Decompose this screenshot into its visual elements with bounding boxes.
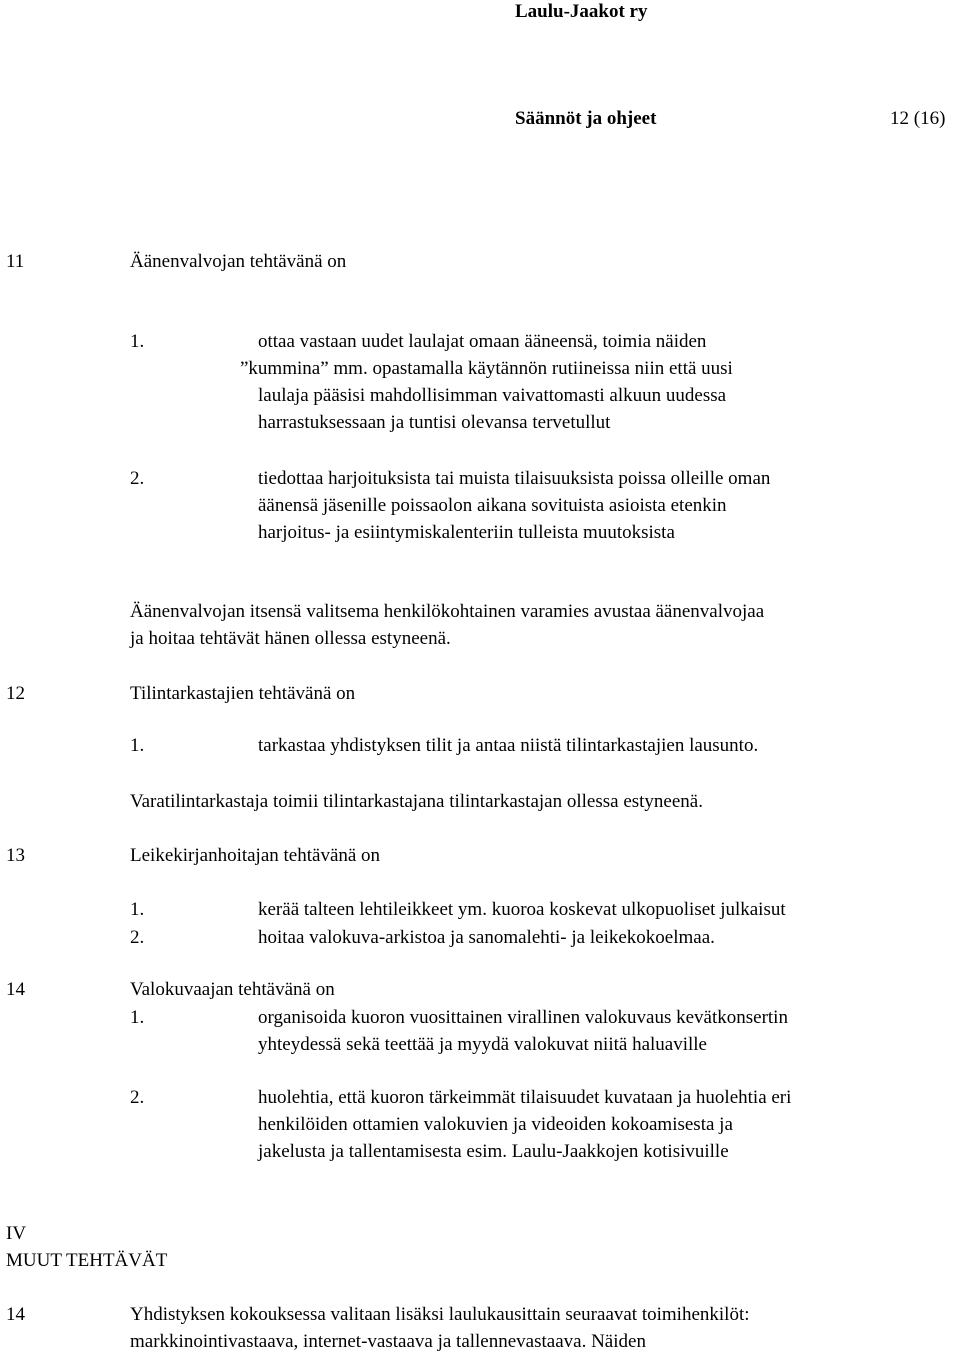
section-14-item-1-number: 1.: [130, 1007, 145, 1028]
section-11-item-2-number: 2.: [130, 468, 145, 489]
part-section-number: 14: [6, 1304, 25, 1325]
section-12-note: Varatilintarkastaja toimii tilintarkastajana tilintarkastajan ollessa estyneenä.: [130, 791, 703, 812]
section-13-item-2-number: 2.: [130, 927, 145, 948]
section-14-title: Valokuvaajan tehtävänä on: [130, 979, 335, 1000]
section-13-item-1-text: kerää talteen lehtileikkeet ym. kuoroa koskevat ulkopuoliset julkaisut: [258, 899, 786, 920]
section-14-item-2-text: [258, 1084, 791, 1165]
section-14-item-2-number: 2.: [130, 1087, 145, 1108]
text-line: harrastuksessaan ja tuntisi olevansa tervetullut: [258, 412, 611, 433]
text-line: ottaa vastaan uudet laulajat omaan ääneensä, toimia näiden: [258, 331, 707, 352]
text-line: markkinointivastaava, internet-vastaava ja tallennevastaava. Näiden: [130, 1331, 646, 1352]
part-roman-numeral: IV: [6, 1223, 27, 1244]
text-line: tiedottaa harjoituksista tai muista tilaisuuksista poissa olleille oman: [258, 468, 771, 489]
section-12-title: Tilintarkastajien tehtävänä on: [130, 683, 356, 704]
text-line: jakelusta ja tallentamisesta esim. Laulu-Jaakkojen kotisivuille: [258, 1141, 729, 1162]
part-section-text: [130, 1301, 750, 1355]
section-11-title: Äänenvalvojan tehtävänä on: [130, 251, 347, 272]
page-number: 12 (16): [890, 108, 946, 129]
text-line: äänensä jäsenille poissaolon aikana sovituista asioista etenkin: [258, 495, 727, 516]
section-11-note: [130, 598, 764, 652]
section-11-number: 11: [6, 251, 25, 272]
text-line: laulaja pääsisi mahdollisimman vaivattomasti alkuun uudessa: [258, 385, 727, 406]
section-11-item-1-number: 1.: [130, 331, 145, 352]
text-line: yhteydessä sekä teettää ja myydä valokuvat niitä haluaville: [258, 1034, 707, 1055]
text-line: henkilöiden ottamien valokuvien ja videoiden kokoamisesta ja: [258, 1114, 733, 1135]
section-13-title: Leikekirjanhoitajan tehtävänä on: [130, 845, 381, 866]
document-title: Säännöt ja ohjeet: [515, 108, 657, 129]
part-heading: MUUT TEHTÄVÄT: [6, 1250, 168, 1271]
text-line: Yhdistyksen kokouksessa valitaan lisäksi laulukausittain seuraavat toimihenkilöt:: [130, 1304, 750, 1325]
section-13-item-1-number: 1.: [130, 899, 145, 920]
text-line: organisoida kuoron vuosittainen virallinen valokuvaus kevätkonsertin: [258, 1007, 788, 1028]
section-14-item-1-text: [258, 1004, 788, 1058]
section-12-item-1-number: 1.: [130, 735, 145, 756]
section-11-item-1-text: [240, 328, 733, 436]
text-line: harjoitus- ja esiintymiskalenteriin tulleista muutoksista: [258, 522, 675, 543]
text-line: Äänenvalvojan itsensä valitsema henkilökohtainen varamies avustaa äänenvalvojaa: [130, 601, 765, 622]
text-line: ja hoitaa tehtävät hänen ollessa estyneenä.: [130, 628, 451, 649]
section-13-item-2-text: hoitaa valokuva-arkistoa ja sanomalehti- ja leikekokoelmaa.: [258, 927, 715, 948]
section-14-number: 14: [6, 979, 25, 1000]
section-13-number: 13: [6, 845, 25, 866]
org-name: Laulu-Jaakot ry: [515, 1, 648, 22]
text-line: ”kummina” mm. opastamalla käytännön rutiineissa niin että uusi: [240, 358, 733, 379]
section-11-item-2-text: [258, 465, 770, 546]
section-12-number: 12: [6, 683, 25, 704]
text-line: huolehtia, että kuoron tärkeimmät tilaisuudet kuvataan ja huolehtia eri: [258, 1087, 792, 1108]
section-12-item-1-text: tarkastaa yhdistyksen tilit ja antaa niistä tilintarkastajien lausunto.: [258, 735, 759, 756]
